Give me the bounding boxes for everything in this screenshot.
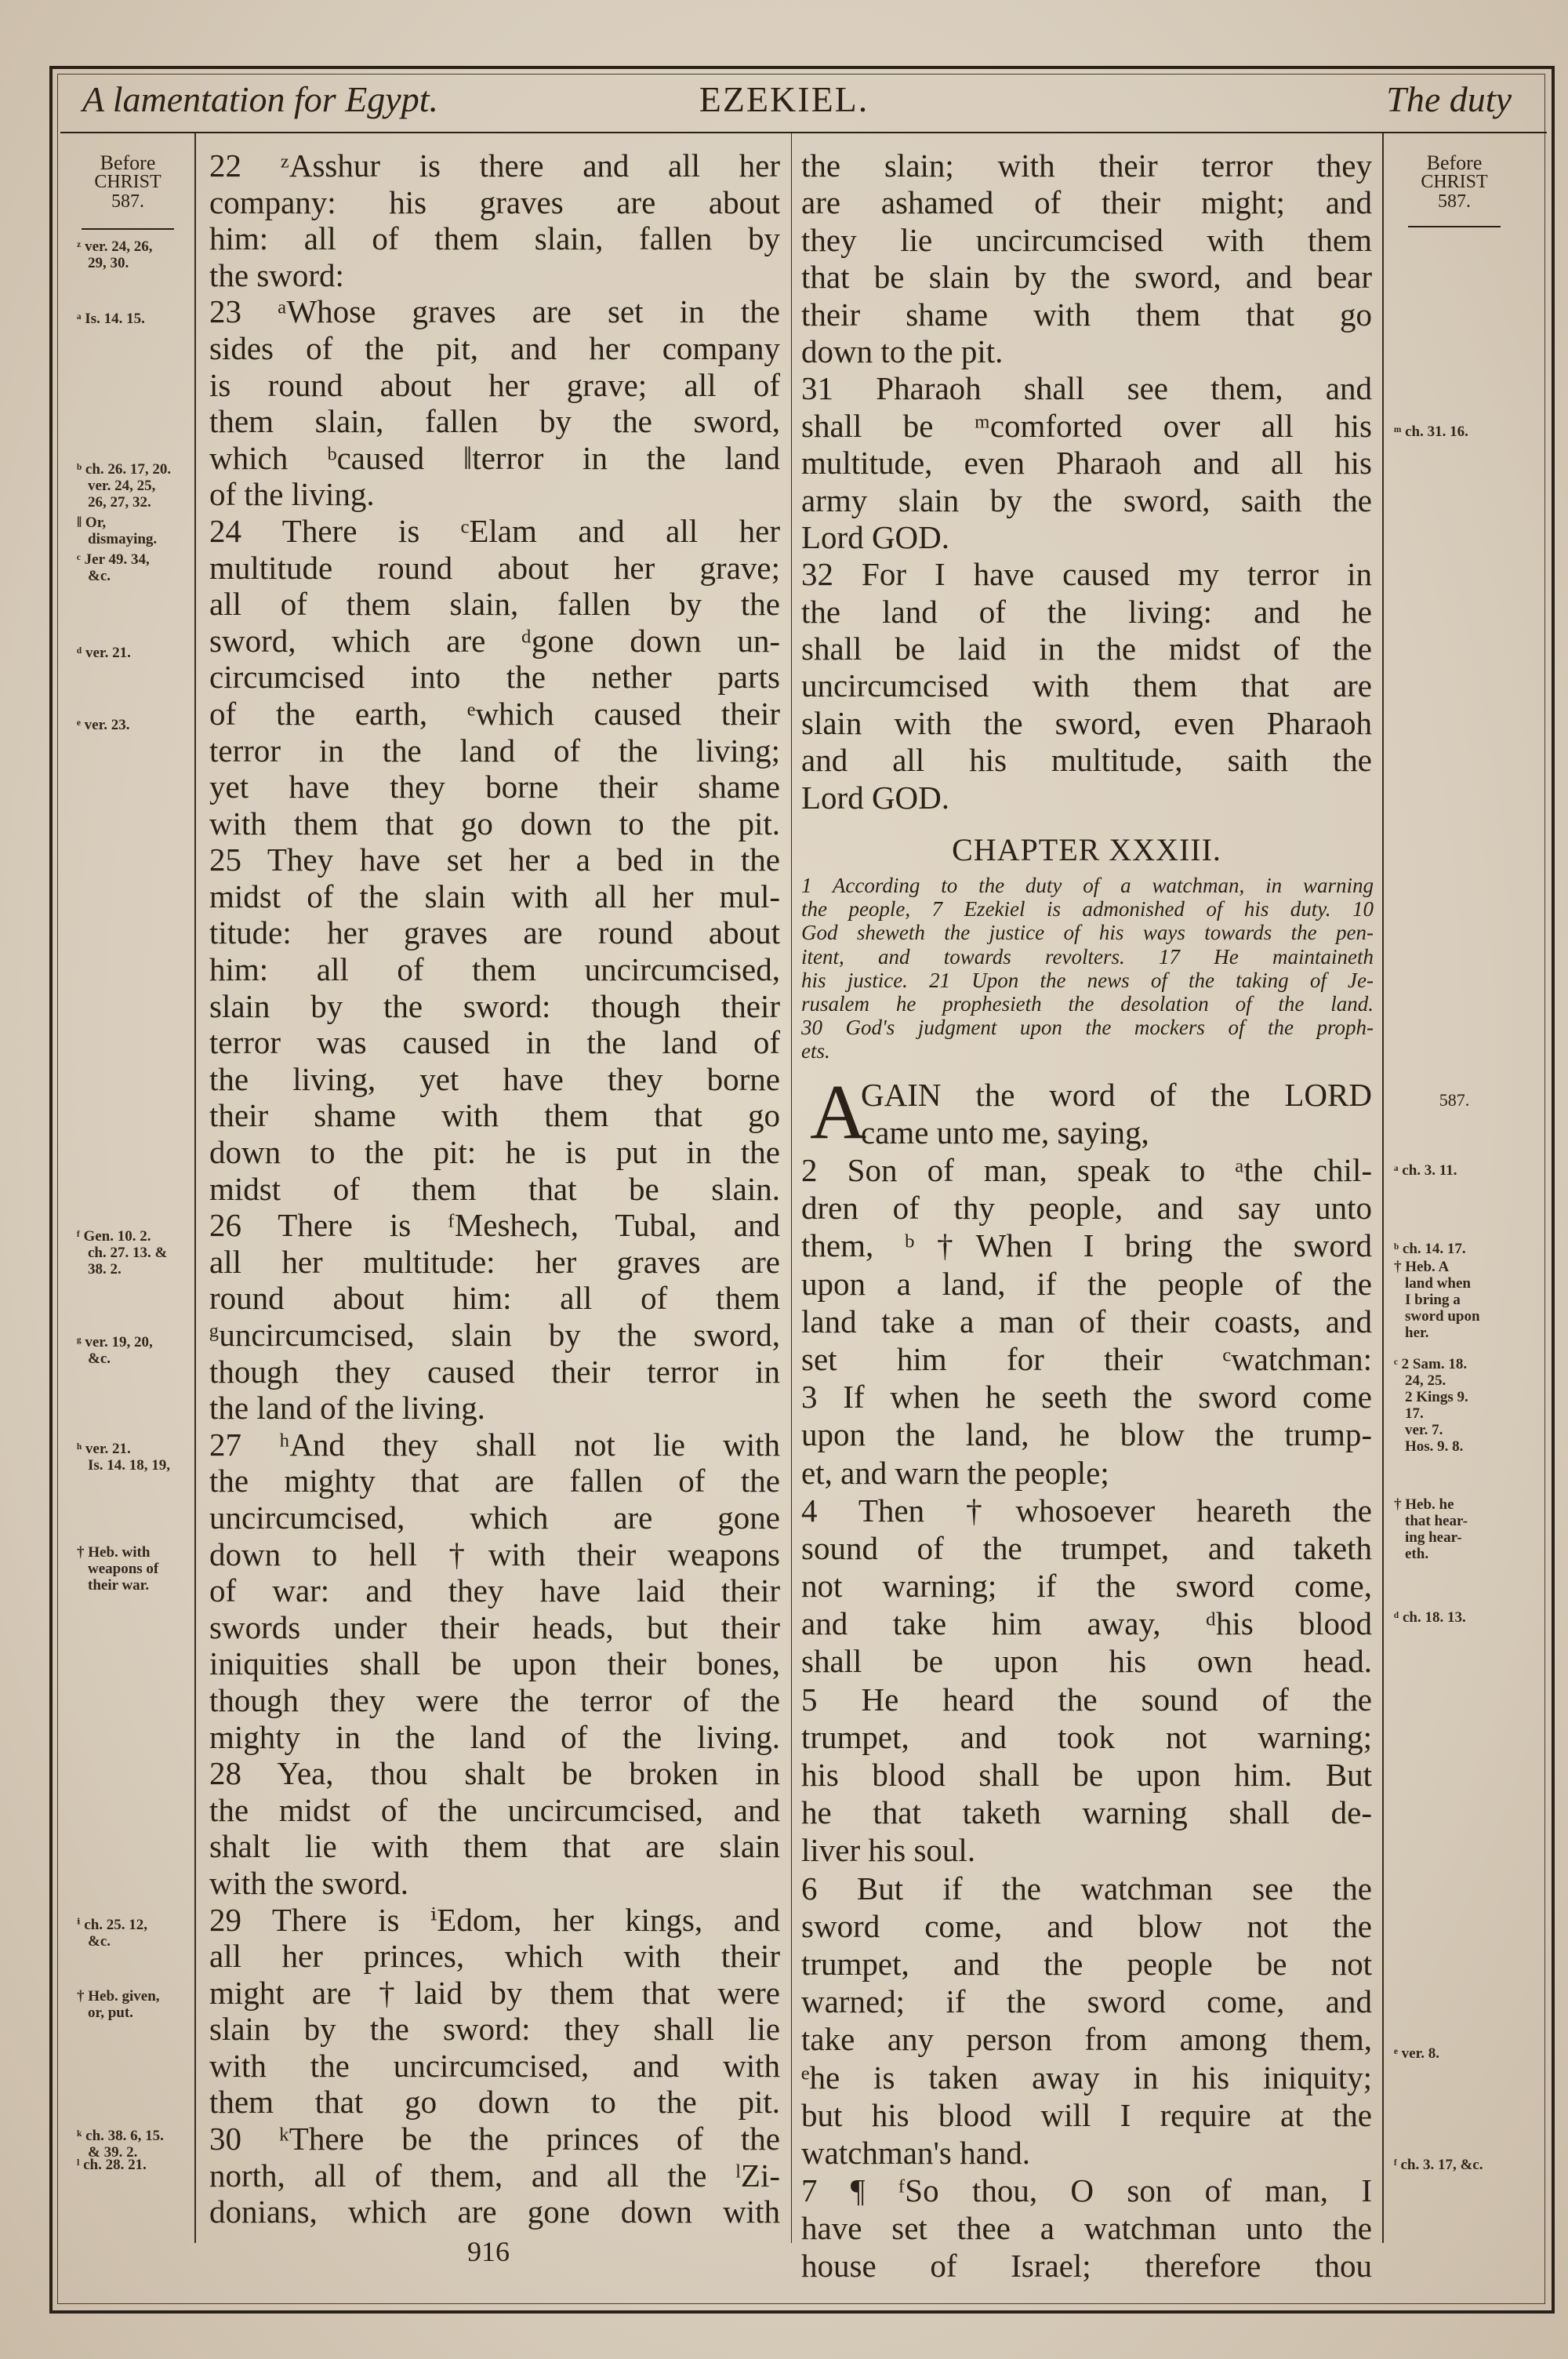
- text-line: might are †laid by them that were: [209, 1974, 780, 2011]
- text-line: upon a land, if the people of the: [801, 1265, 1372, 1302]
- cross-reference-note: [77, 2157, 202, 2173]
- text-line: yet have they borne their shame: [209, 769, 780, 805]
- text-line: 6 But if the watchman see the: [801, 1870, 1372, 1906]
- cross-reference-note: [1394, 2045, 1519, 2062]
- text-line: him: all of them uncircumcised,: [209, 951, 780, 988]
- text-line: the mighty that are fallen of the: [209, 1463, 780, 1499]
- cross-reference-note: [77, 2128, 202, 2161]
- text-line: of war: and they have laid their: [209, 1572, 780, 1609]
- era-year: 587.: [1438, 191, 1471, 212]
- text-line: and take him away, ᵈhis blood: [801, 1605, 1372, 1642]
- text-line: the slain; with their terror they: [801, 147, 1372, 184]
- chapter-opening: [861, 1076, 1372, 1151]
- cross-reference-note: [1394, 2157, 1519, 2173]
- text-line: slain with the sword, even Pharaoh: [801, 704, 1372, 741]
- note-line: ᵐ ch. 31. 16.: [1394, 423, 1468, 440]
- cross-reference-note: [77, 461, 202, 511]
- note-line: weapons of: [88, 1561, 159, 1577]
- text-line: they lie uncircumcised with them: [801, 221, 1372, 258]
- note-line: & 39. 2.: [88, 2144, 138, 2161]
- cross-reference-note: [77, 1544, 202, 1594]
- text-line: all her princes, which with their: [209, 1938, 780, 1975]
- header-rule: [60, 132, 1547, 133]
- note-line: 17.: [1405, 1405, 1424, 1422]
- text-line: ᵉhe is taken away in his iniquity;: [801, 2059, 1372, 2095]
- note-line: their war.: [88, 1577, 150, 1594]
- running-head-book: EZEKIEL.: [699, 79, 869, 119]
- note-line: 2 Kings 9.: [1405, 1389, 1468, 1405]
- running-head-right: The duty: [1386, 79, 1512, 119]
- cross-reference-note: [77, 1917, 202, 1950]
- note-line: &c.: [88, 568, 111, 584]
- note-line: ⁱ ch. 25. 12,: [77, 1917, 148, 1933]
- text-line: upon the land, he blow the trump-: [801, 1416, 1372, 1453]
- note-line: ᵏ ch. 38. 6, 15.: [77, 2128, 164, 2144]
- running-head-left: A lamentation for Egypt.: [82, 79, 439, 119]
- text-line: uncircumcised, which are gone: [209, 1499, 780, 1536]
- text-line: all of them slain, fallen by the: [209, 586, 780, 623]
- note-line: ᵇ ch. 14. 17.: [1394, 1241, 1466, 1257]
- text-line: down to hell †with their weapons: [209, 1536, 780, 1572]
- text-line: down to the pit.: [801, 333, 1004, 369]
- note-line: Is. 14. 18, 19,: [88, 1457, 171, 1474]
- text-line: et, and warn the people;: [801, 1454, 1109, 1491]
- text-line: 32 For I have caused my terror in: [801, 556, 1372, 593]
- text-line: uncircumcised with them that are: [801, 667, 1372, 704]
- text-line: 30 ᵏThere be the princes of the: [209, 2121, 780, 2157]
- text-line: take any person from among them,: [801, 2021, 1372, 2058]
- text-line: 2 Son of man, speak to ᵃthe chil-: [801, 1152, 1372, 1188]
- text-column-right-bottom: [801, 1151, 1372, 2285]
- note-line: that hear-: [1405, 1513, 1468, 1529]
- text-line: sound of the trumpet, and taketh: [801, 1529, 1372, 1566]
- opening-line: GAIN the word of the LORD: [861, 1077, 1372, 1113]
- note-line: ᵈ ver. 21.: [77, 645, 131, 661]
- note-line: Hos. 9. 8.: [1405, 1438, 1464, 1455]
- text-line: though they were the terror of the: [209, 1681, 780, 1718]
- cross-reference-note: [77, 717, 202, 733]
- text-line: and all his multitude, saith the: [801, 742, 1372, 779]
- note-line: ‖ Or,: [77, 514, 107, 531]
- era-before: Before: [100, 151, 156, 174]
- text-line: rusalem he prophesieth the desolation of the land.: [801, 991, 1374, 1016]
- note-line: ᶜ 2 Sam. 18.: [1394, 1356, 1468, 1372]
- text-line: though they caused their terror in: [209, 1353, 780, 1390]
- note-line: sword upon: [1405, 1308, 1480, 1325]
- text-line: their shame with them that go: [801, 296, 1372, 333]
- note-line: ᵉ ver. 23.: [77, 717, 130, 733]
- text-line: itent, and towards revolters. 17 He maintaineth: [801, 944, 1374, 969]
- text-line: with the sword.: [209, 1864, 408, 1901]
- cross-reference-note: [1394, 1162, 1519, 1179]
- note-line: ᵃ Is. 14. 15.: [77, 311, 145, 327]
- text-line: ᵍuncircumcised, slain by the sword,: [209, 1317, 780, 1353]
- text-line: titude: her graves are round about: [209, 914, 780, 951]
- text-line: terror in the land of the living;: [209, 732, 780, 769]
- text-column-left: [209, 147, 780, 2230]
- note-line: ver. 7.: [1405, 1422, 1443, 1438]
- era-christ: CHRIST: [94, 172, 162, 192]
- text-line: sides of the pit, and her company: [209, 329, 780, 366]
- text-line: 5 He heard the sound of the: [801, 1681, 1372, 1717]
- text-line: north, all of them, and all the ˡZi-: [209, 2157, 780, 2194]
- text-line: 25 They have set her a bed in the: [209, 841, 780, 878]
- era-before: Before: [1426, 151, 1483, 174]
- cross-reference-note: [77, 1441, 202, 1474]
- text-line: multitude, even Pharaoh and all his: [801, 445, 1372, 482]
- text-line: swords under their heads, but their: [209, 1608, 780, 1645]
- text-line: 29 There is ⁱEdom, her kings, and: [209, 1901, 780, 1938]
- text-line: shalt lie with them that are slain: [209, 1828, 780, 1865]
- text-line: the midst of the uncircumcised, and: [209, 1791, 780, 1828]
- cross-reference-note: [1394, 1241, 1519, 1257]
- text-line: them slain, fallen by the sword,: [209, 403, 780, 440]
- note-line: or, put.: [88, 2005, 133, 2021]
- text-line: 27 ʰAnd they shall not lie with: [209, 1426, 780, 1463]
- text-line: trumpet, and the people be not: [801, 1945, 1372, 1982]
- note-line: 24, 25.: [1405, 1372, 1446, 1389]
- text-line: of the earth, ᵉwhich caused their: [209, 695, 780, 732]
- cross-reference-note: [77, 1334, 202, 1367]
- text-line: slain by the sword: they shall lie: [209, 2011, 780, 2048]
- text-line: slain by the sword: though their: [209, 987, 780, 1024]
- text-line: he that taketh warning shall de-: [801, 1794, 1372, 1831]
- cross-reference-note: [1394, 423, 1519, 440]
- right-year-marker: 587.: [1439, 1090, 1470, 1110]
- text-line: dren of thy people, and say unto: [801, 1190, 1372, 1227]
- text-line: donians, which are gone down with: [209, 2194, 780, 2230]
- text-line: iniquities shall be upon their bones,: [209, 1645, 780, 1682]
- note-line: ˡ ch. 28. 21.: [77, 2157, 147, 2173]
- text-line: house of Israel; therefore thou: [801, 2248, 1372, 2284]
- text-line: 31 Pharaoh shall see them, and: [801, 370, 1372, 407]
- text-line: have set thee a watchman unto the: [801, 2210, 1372, 2247]
- note-line: ᶠ Gen. 10. 2.: [77, 1228, 151, 1245]
- cross-reference-note: [77, 551, 202, 584]
- cross-reference-note: [1394, 1356, 1519, 1455]
- text-line: watchman's hand.: [801, 2134, 1031, 2171]
- note-line: † Heb. given,: [77, 1988, 160, 2005]
- text-line: the land of the living: and he: [801, 593, 1372, 630]
- note-line: ch. 27. 13. &: [88, 1245, 168, 1261]
- text-line: that be slain by the sword, and bear: [801, 259, 1372, 296]
- text-line: all her multitude: her graves are: [209, 1243, 780, 1280]
- text-line: 7 ¶ ᶠSo thou, O son of man, I: [801, 2172, 1372, 2209]
- text-line: land take a man of their coasts, and: [801, 1303, 1372, 1339]
- text-line: him: all of them slain, fallen by: [209, 220, 780, 257]
- note-line: ᵃ ch. 3. 11.: [1394, 1162, 1457, 1179]
- note-line: ᶜ Jer 49. 34,: [77, 551, 150, 568]
- text-line: their shame with them that go: [209, 1097, 780, 1134]
- text-line: the sword:: [209, 256, 344, 293]
- text-line: with the uncircumcised, and with: [209, 2047, 780, 2084]
- cross-reference-note: [77, 311, 202, 327]
- text-line: which ᵇcaused ‖terror in the land: [209, 439, 780, 476]
- note-line: dismaying.: [88, 531, 158, 547]
- text-line: the living, yet have they borne: [209, 1060, 780, 1097]
- text-line: 28 Yea, thou shalt be broken in: [209, 1755, 780, 1792]
- text-line: trumpet, and took not warning;: [801, 1718, 1372, 1755]
- cross-reference-note: [77, 238, 202, 271]
- left-era-label: [69, 153, 187, 212]
- cross-reference-note: [1394, 1259, 1519, 1341]
- text-column-right-top: [801, 147, 1372, 816]
- text-line: company: his graves are about: [209, 184, 780, 220]
- note-line: her.: [1405, 1325, 1429, 1341]
- text-line: them, ᵇ†When I bring the sword: [801, 1227, 1372, 1264]
- text-line: the land of the living.: [209, 1390, 485, 1427]
- chapter-summary: [801, 874, 1374, 1063]
- note-line: † Heb. he: [1394, 1496, 1454, 1513]
- chapter-heading: CHAPTER XXXIII.: [952, 832, 1221, 867]
- note-line: ver. 24, 25,: [88, 478, 156, 494]
- cross-reference-note: [77, 1988, 202, 2021]
- text-line: 24 There is ᶜElam and all her: [209, 512, 780, 549]
- note-line: &c.: [88, 1350, 111, 1367]
- drop-cap: A: [810, 1068, 867, 1155]
- note-line: ᵇ ch. 26. 17, 20.: [77, 461, 172, 478]
- text-line: mighty in the land of the living.: [209, 1718, 780, 1755]
- text-line: multitude round about her grave;: [209, 549, 780, 586]
- note-line: I bring a: [1405, 1292, 1461, 1308]
- text-line: 30 God's judgment upon the mockers of the proph-: [801, 1016, 1374, 1040]
- text-line: God sheweth the justice of his ways towards the pen-: [801, 921, 1374, 945]
- text-line: circumcised into the nether parts: [209, 659, 780, 696]
- text-line: terror was caused in the land of: [209, 1024, 780, 1061]
- note-line: 29, 30.: [88, 255, 129, 271]
- text-line: 4 Then †whosoever heareth the: [801, 1492, 1372, 1528]
- note-line: 38. 2.: [88, 1261, 122, 1278]
- text-line: down to the pit: he is put in the: [209, 1134, 780, 1171]
- cross-reference-note: [1394, 1496, 1519, 1562]
- note-line: ing hear-: [1405, 1529, 1462, 1546]
- text-line: liver his soul.: [801, 1832, 976, 1869]
- note-line: land when: [1405, 1275, 1471, 1292]
- text-line: 26 There is ᶠMeshech, Tubal, and: [209, 1207, 780, 1244]
- column-divider: [791, 133, 792, 2243]
- note-line: † Heb. with: [77, 1544, 151, 1561]
- page-number: 916: [467, 2236, 510, 2267]
- text-line: warned; if the sword come, and: [801, 1983, 1372, 2020]
- text-line: sword, which are ᵈgone down un-: [209, 622, 780, 659]
- note-line: ᵈ ch. 18. 13.: [1394, 1609, 1466, 1626]
- text-line: 1 According to the duty of a watchman, in warning: [801, 874, 1374, 897]
- text-line: shall be ᵐcomforted over all his: [801, 407, 1372, 444]
- right-era-rule: [1408, 226, 1501, 227]
- text-line: ets.: [801, 1039, 830, 1063]
- note-line: ᶠ ch. 3. 17, &c.: [1394, 2157, 1483, 2173]
- text-line: them that go down to the pit.: [209, 2084, 780, 2121]
- note-line: ᵉ ver. 8.: [1394, 2045, 1440, 2062]
- note-line: &c.: [88, 1933, 111, 1950]
- era-year: 587.: [111, 191, 144, 212]
- text-line: midst of the slain with all her mul-: [209, 878, 780, 914]
- note-line: ᶻ ver. 24, 26,: [77, 238, 153, 255]
- text-line: sword come, and blow not the: [801, 1907, 1372, 1944]
- cross-reference-note: [77, 514, 202, 547]
- text-line: with them that go down to the pit.: [209, 805, 780, 841]
- text-line: of the living.: [209, 476, 375, 513]
- text-line: 23 ᵃWhose graves are set in the: [209, 293, 780, 330]
- text-line: the people, 7 Ezekiel is admonished of his duty. 10: [801, 897, 1374, 921]
- text-line: 22 ᶻAsshur is there and all her: [209, 147, 780, 184]
- text-line: is round about her grave; all of: [209, 366, 780, 403]
- note-line: ʰ ver. 21.: [77, 1441, 131, 1457]
- opening-line: came unto me, saying,: [861, 1114, 1149, 1151]
- text-line: shall be laid in the midst of the: [801, 631, 1372, 667]
- era-christ: CHRIST: [1421, 172, 1488, 192]
- text-line: but his blood will I require at the: [801, 2096, 1372, 2133]
- note-line: † Heb. A: [1394, 1259, 1450, 1275]
- right-era-label: [1396, 153, 1513, 212]
- cross-reference-note: [77, 645, 202, 661]
- text-line: are ashamed of their might; and: [801, 184, 1372, 221]
- text-line: Lord GOD.: [801, 779, 950, 816]
- text-line: army slain by the sword, saith the: [801, 482, 1372, 518]
- text-line: midst of them that be slain.: [209, 1170, 780, 1207]
- cross-reference-note: [1394, 1609, 1519, 1626]
- text-line: set him for their ᶜwatchman:: [801, 1340, 1372, 1377]
- text-line: shall be upon his own head.: [801, 1643, 1372, 1680]
- text-line: not warning; if the sword come,: [801, 1568, 1372, 1605]
- text-line: his blood shall be upon him. But: [801, 1757, 1372, 1793]
- text-line: round about him: all of them: [209, 1280, 780, 1317]
- note-line: eth.: [1405, 1546, 1429, 1562]
- note-line: ᵍ ver. 19, 20,: [77, 1334, 153, 1350]
- right-margin-rule: [1382, 133, 1384, 2243]
- text-line: his justice. 21 Upon the news of the taking of Je-: [801, 968, 1374, 992]
- text-line: 3 If when he seeth the sword come: [801, 1379, 1372, 1416]
- left-era-rule: [82, 228, 174, 230]
- text-line: Lord GOD.: [801, 518, 950, 555]
- cross-reference-note: [77, 1228, 202, 1278]
- note-line: 26, 27, 32.: [88, 494, 151, 511]
